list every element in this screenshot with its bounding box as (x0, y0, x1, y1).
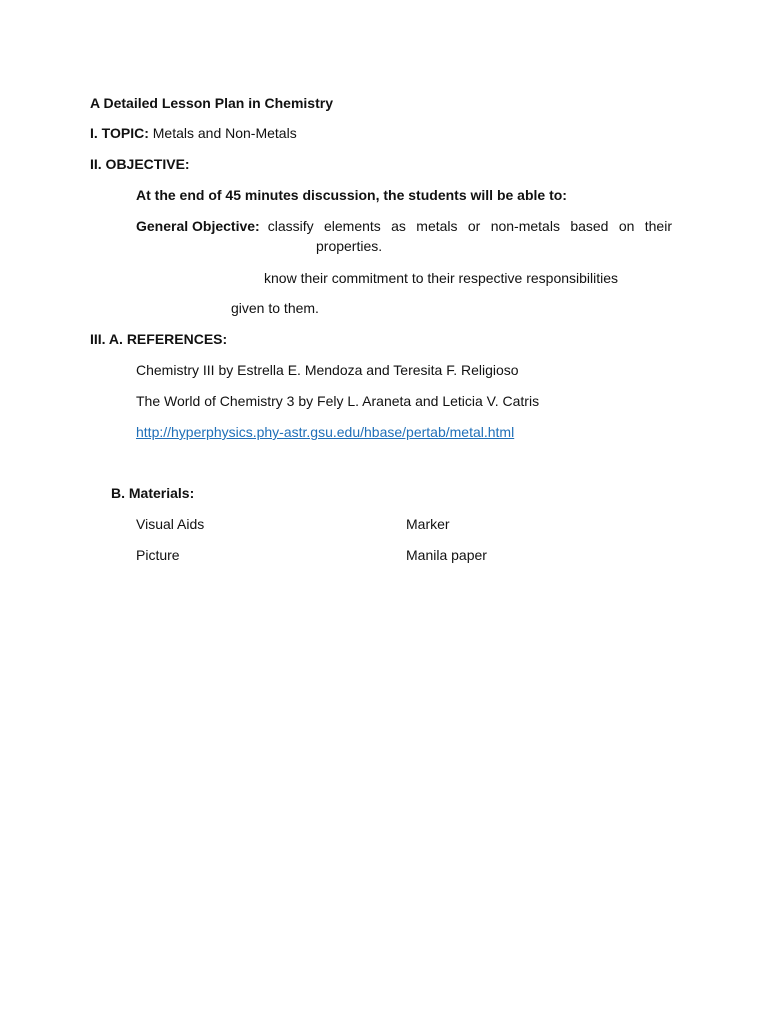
objective-heading: II. OBJECTIVE: (90, 156, 190, 172)
general-objective (136, 216, 672, 236)
references-heading: III. A. REFERENCES: (90, 331, 228, 347)
general-objective-text: classify elements as metals or non-metals based on their (267, 218, 672, 234)
objective-intro: At the end of 45 minutes discussion, the students will be able to: (136, 187, 567, 203)
materials-heading: B. Materials: (111, 485, 195, 501)
topic-line (90, 124, 297, 142)
material-item-marker: Marker (406, 516, 450, 532)
material-item-visual-aids: Visual Aids (136, 516, 205, 532)
second-objective-line2: given to them. (231, 300, 319, 316)
general-objective-label: General Objective: (136, 218, 260, 234)
second-objective-line1: know their commitment to their respective responsibilities (264, 270, 619, 286)
topic-label: I. TOPIC: (90, 125, 149, 141)
material-item-manila-paper: Manila paper (406, 547, 487, 563)
reference-link[interactable]: http://hyperphysics.phy-astr.gsu.edu/hbase/pertab/metal.html (136, 424, 515, 440)
topic-value: Metals and Non-Metals (152, 125, 297, 141)
reference-item-1: Chemistry III by Estrella E. Mendoza and Teresita F. Religioso (136, 362, 519, 378)
general-objective-continuation: properties. (316, 238, 383, 254)
material-item-picture: Picture (136, 547, 180, 563)
reference-item-2: The World of Chemistry 3 by Fely L. Araneta and Leticia V. Catris (136, 393, 540, 409)
document-title: A Detailed Lesson Plan in Chemistry (90, 95, 333, 111)
